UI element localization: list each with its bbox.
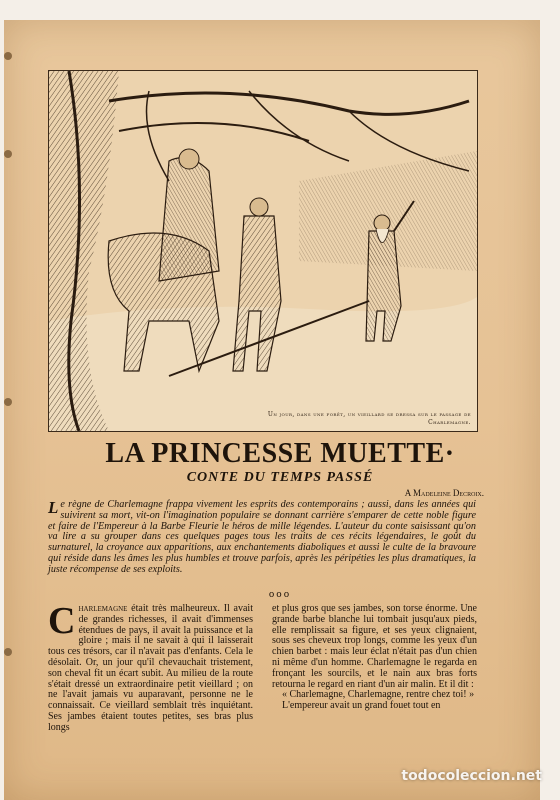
binding-hole <box>4 398 12 406</box>
paragraph-text: était très malheureux. Il avait de grandes richesses, il avait d'immenses étendues de pays, il avait la puissance et la gloire ; mais il ne savait à qui il laisserait tous ces trésors, car il n'avait pas d'enfants. Cela le désolait. Or, un jour qu'il chevauchait tristement, son cheval fit un écart subit. Au milieu de la route s'était dressé un extraordinaire petit vieillard ; on ne l'avait jamais vu auparavant, personne ne le connaissait. Ce vieillard semblait très inquiétant. Ses jambes étaient toutes petites, ses bras plus longs <box>48 603 253 733</box>
first-word: harlemagne <box>78 603 128 614</box>
dedication: A Madeleine Decroix. <box>404 488 484 498</box>
article-subtitle: CONTE DU TEMPS PASSÉ <box>186 470 374 485</box>
forest-scene-engraving <box>49 71 477 431</box>
watermark: todocoleccion.net <box>401 768 542 784</box>
intro-initial: L <box>48 498 59 517</box>
intro-paragraph <box>48 500 476 576</box>
binding-hole <box>4 150 12 158</box>
body-paragraph: « Charlemagne, Charlemagne, rentre chez toi! » <box>282 689 475 701</box>
body-paragraph <box>48 600 253 734</box>
engraving-illustration <box>48 70 478 432</box>
body-column-left <box>48 600 253 734</box>
binding-hole <box>4 52 12 60</box>
drop-cap: C <box>48 600 76 642</box>
body-column-right <box>272 604 477 712</box>
body-paragraph: L'empereur avait un grand fouet tout en <box>282 700 441 712</box>
binding-hole <box>4 648 12 656</box>
body-paragraph: et plus gros que ses jambes, son torse énorme. Une grande barbe blanche lui tombait jusqu'aux pieds, elle remplissait sa figure, et ses yeux clignaient, sous ses cheveux trop longs, comme les yeux d'un chien barbet : mais leur éclat n'était pas d'un chien ni même d'un homme. Charlemagne le regarda en fronçant les sourcils, et le nain aux bras forts retourna le regard en riant d'un air malin. Et il dit : <box>272 603 477 690</box>
article-title: LA PRINCESSE MUETTE· <box>105 438 455 469</box>
intro-text: e règne de Charlemagne frappa vivement les esprits des contemporains ; aussi, dans les années qui suivirent sa mort, vit-on l'imagination populaire se donnant carrière s'emparer de cette noble figure et faire de l'Empereur à la Barbe Fleurie le héros de mille légendes. L'auteur du conte saisissant qu'on va lire a su grouper dans ces quelques pages tous les traits de ces récits légendaires, le goût du surnaturel, la croyance aux apparitions, aux enchantements diaboliques et aussi le culte de la bravoure qui réside dans les âmes les plus humbles et trouve parfois, après les péripéties les plus dramatiques, la juste récompense de ses exploits. <box>48 499 476 575</box>
illustration-caption: Un jour, dans une forêt, un vieillard se dressa sur le passage de Charlemagne. <box>267 411 471 426</box>
section-separator: ooo <box>268 590 292 600</box>
